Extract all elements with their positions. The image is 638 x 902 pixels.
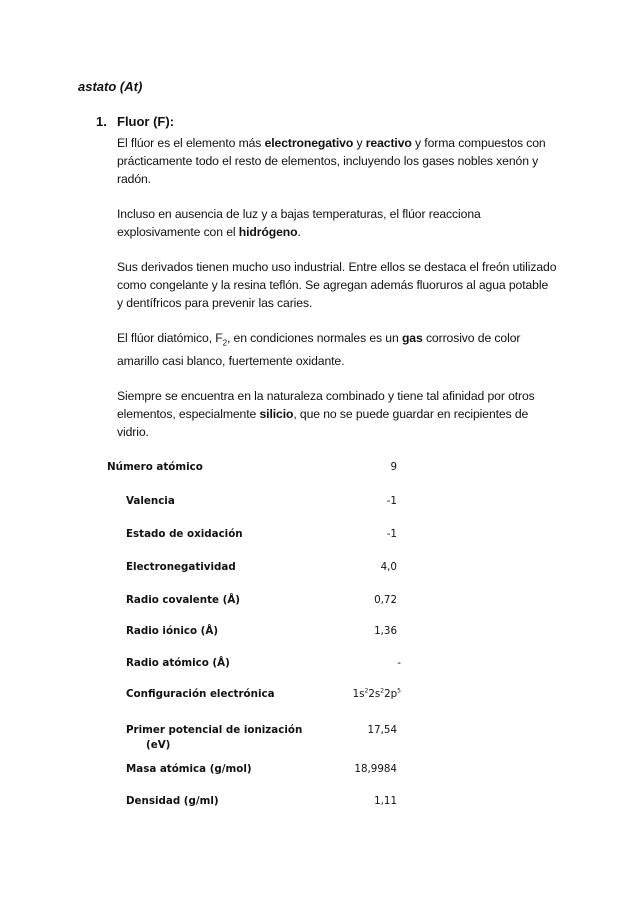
paragraph-3: Sus derivados tienen mucho uso industrial. Entre ellos se destaca el freón utilizado como congelante y la resina teflón. Se agregan además fluoruros al agua potable y dentífricos para prevenir las caries. — [117, 260, 557, 310]
property-row — [126, 795, 397, 809]
property-value: -1 — [386, 495, 397, 507]
property-label: Electronegatividad — [126, 561, 236, 573]
property-label: Primer potencial de ionización — [126, 724, 303, 736]
property-value: 0,72 — [374, 594, 397, 606]
paragraph-4: El flúor diatómico, $F_2$, en condiciones normales es un gas corrosivo de color amarillo casi blanco, fuertemente oxidante. — [117, 331, 521, 369]
property-row — [126, 528, 397, 542]
property-row — [107, 461, 397, 475]
property-value: 9 — [390, 461, 397, 473]
property-label: Masa atómica (g/mol) — [126, 763, 252, 775]
paragraph-1: El flúor es el elemento más electronegativo y reactivo y forma compuestos con prácticamente todo el resto de elementos, incluyendo los gases nobles xenón y radón. — [117, 136, 546, 186]
property-label: Radio atómico (Å) — [126, 657, 230, 669]
property-label: Configuración electrónica — [126, 688, 275, 700]
property-value: 1,11 — [374, 795, 397, 807]
section-number: 1. — [96, 114, 107, 129]
section-title: Fluor (F): — [117, 114, 175, 129]
property-row — [126, 495, 397, 509]
property-label: Radio covalente (Å) — [126, 594, 240, 606]
property-label: Estado de oxidación — [126, 528, 243, 540]
property-label-unit: (eV) — [146, 739, 171, 751]
property-value: -1 — [386, 528, 397, 540]
property-value: 17,54 — [367, 724, 397, 736]
property-label: Valencia — [126, 495, 175, 507]
property-value: - — [397, 657, 401, 669]
electron-configuration-value: $1s^22s^22p^5$ — [352, 687, 401, 700]
description-paragraphs — [117, 134, 557, 458]
property-value: 1,36 — [374, 625, 397, 637]
property-row — [126, 724, 397, 754]
property-value: 4,0 — [380, 561, 397, 573]
property-label: Número atómico — [107, 461, 203, 473]
property-row — [126, 763, 397, 777]
paragraph-5: Siempre se encuentra en la naturaleza combinado y tiene tal afinidad por otros elementos, especialmente silicio, que no se puede guardar en recipientes de vidrio. — [117, 389, 535, 440]
paragraph-2: Incluso en ausencia de luz y a bajas temperaturas, el flúor reacciona explosivamente con el hidrógeno. — [117, 207, 481, 239]
property-label: Densidad (g/ml) — [126, 795, 219, 807]
property-value: 18,9984 — [354, 763, 397, 775]
property-row — [126, 657, 401, 671]
property-label: Radio iónico (Å) — [126, 625, 219, 637]
property-row — [126, 594, 397, 608]
property-row — [126, 625, 397, 639]
property-row — [126, 688, 401, 702]
property-row — [126, 561, 397, 575]
element-heading: astato (At) — [78, 79, 143, 94]
